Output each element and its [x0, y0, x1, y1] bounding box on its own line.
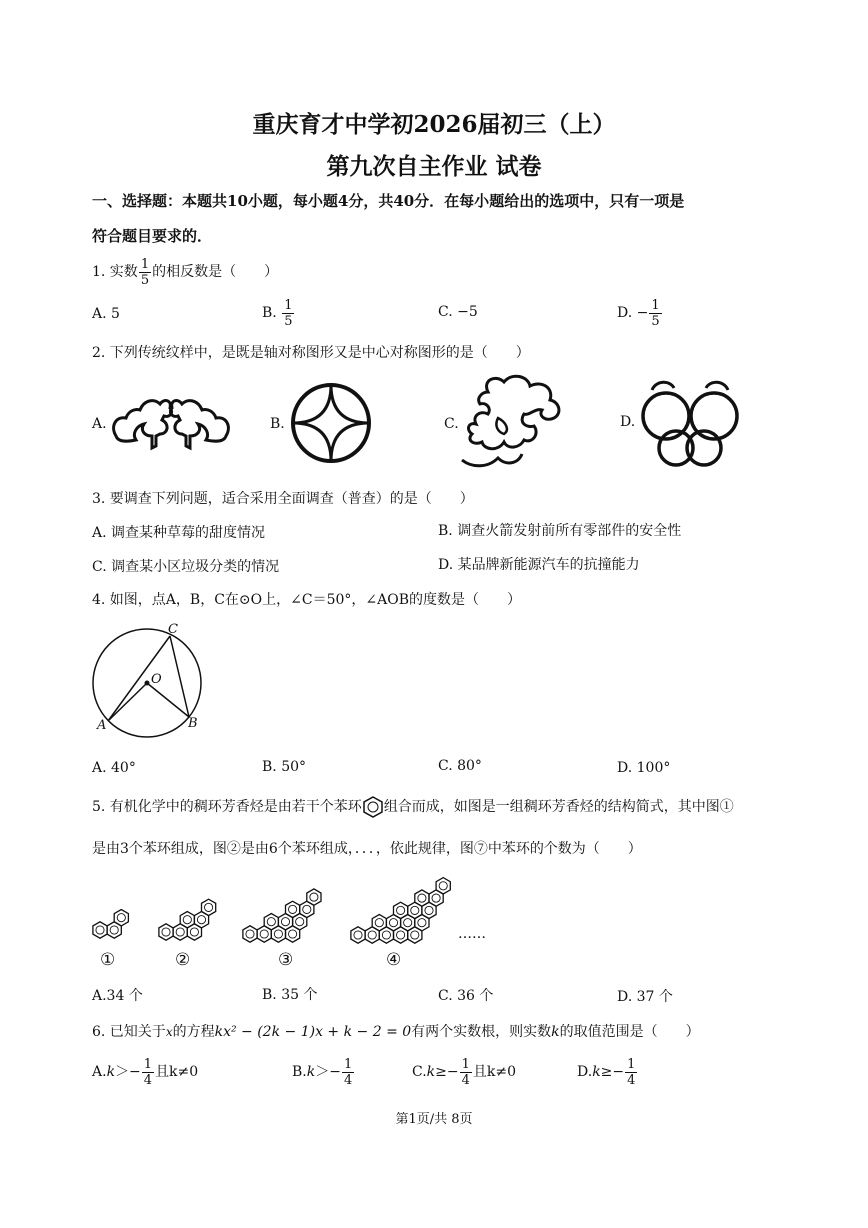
benzene-ring-3-9: [307, 889, 321, 905]
q5-option-b: B. 35 个: [262, 987, 318, 1003]
q1-b-label: B.: [262, 305, 277, 321]
q6-b-fraction: [342, 1058, 354, 1087]
q4-option-b: B. 50°: [262, 759, 307, 775]
question-5-stem-cont: 是由3个苯环组成，图②是由6个苯环组成，．．．，依此规律，图⑦中苯环的个数为（ ）: [92, 841, 642, 857]
benzene-inner-1-2: [117, 914, 125, 922]
q6-d-num: 1: [627, 1056, 636, 1072]
q4-label-o: O: [151, 672, 162, 687]
q6-b-rel: ＞−: [315, 1064, 341, 1080]
benzene-inner-4-9: [397, 906, 405, 914]
benzene-inner-4-1: [368, 931, 376, 939]
benzene-inner-1-0: [96, 926, 104, 934]
benzene-ring-3-4: [264, 914, 278, 930]
benzene-ring-4-9: [394, 902, 408, 918]
benzene-inner-3-0: [246, 930, 254, 938]
q6-d-pre: D.: [577, 1064, 593, 1080]
benzene-ring-3-7: [286, 901, 300, 917]
q5-option-a: A.34 个: [92, 988, 143, 1004]
q5-fig-label-4: ④: [386, 950, 402, 970]
exam-title: 重庆育才中学初2026届初三（上）: [252, 111, 616, 138]
benzene-inner-4-8: [418, 919, 426, 927]
q6-c-pre: C.: [412, 1064, 427, 1080]
q6-a-num: 1: [143, 1056, 153, 1072]
question-6-stem: [92, 1021, 700, 1041]
q6-b-den: 4: [343, 1072, 353, 1088]
section-heading-cont: 符合题目要求的．: [92, 227, 213, 245]
benzene-inner-3-5: [281, 918, 289, 926]
q5-fig-label-3: ③: [278, 950, 294, 970]
q6-d-var: k: [592, 1064, 601, 1080]
q5-ellipsis: ……: [458, 926, 486, 942]
benzene-inner-3-3: [289, 930, 297, 938]
q6-prefix: 6. 已知关于: [92, 1024, 166, 1040]
benzene-inner-3-2: [274, 930, 282, 938]
q6-d-fraction: [625, 1058, 637, 1087]
q6-option-b: [292, 1052, 355, 1092]
q6-equation: kx² − (2k − 1)x + k − 2 = 0: [214, 1024, 412, 1040]
q6-option-d: [577, 1052, 638, 1092]
q1-d-den: 5: [651, 313, 660, 329]
q1-frac-den: 5: [140, 272, 150, 288]
question-2-stem: 2. 下列传统纹样中，是既是轴对称图形又是中心对称图形的是（ ）: [92, 345, 530, 361]
benzene-inner-2-2: [190, 928, 198, 936]
q4-option-a: A. 40°: [92, 760, 136, 776]
benzene-inner-4-2: [382, 931, 390, 939]
q5-stem-part1: 5. 有机化学中的稠环芳香烃是由若干个苯环: [92, 799, 362, 815]
question-4-stem: 4. 如图，点A，B，C在⊙O上，∠C＝50°，∠AOB的度数是（ ）: [92, 592, 521, 608]
benzene-inner-4-10: [411, 906, 419, 914]
q1-option-a: A. 5: [92, 306, 120, 322]
benzene-inner-4-3: [397, 931, 405, 939]
benzene-inner-2-0: [162, 928, 170, 936]
benzene-inner-1-1: [110, 926, 118, 934]
q6-c-post: 且k≠0: [472, 1064, 517, 1080]
q6-b-pre: B.: [292, 1064, 307, 1080]
q6-c-num: 1: [461, 1056, 470, 1072]
q6-var-k: k: [551, 1024, 560, 1040]
benzene-ring-4-14: [436, 878, 450, 894]
benzene-ring-4-12: [415, 890, 429, 906]
q6-a-var: k: [106, 1064, 116, 1080]
benzene-inner-4-13: [432, 894, 440, 902]
benzene-inner-3-6: [296, 918, 304, 926]
q6-c-den: 4: [461, 1072, 470, 1088]
q6-option-c: [412, 1052, 516, 1092]
q6-c-fraction: [460, 1058, 472, 1087]
q1-b-den: 5: [284, 313, 293, 329]
benzene-inner-4-14: [439, 882, 447, 890]
benzene-inner-4-0: [354, 931, 362, 939]
benzene-ring-3-0: [243, 926, 257, 942]
q4-label-c: C: [168, 622, 178, 637]
benzene-ring-4-0: [351, 927, 365, 943]
benzene-inner-2-3: [183, 916, 191, 924]
q6-b-num: 1: [343, 1056, 353, 1072]
benzene-ring-4-5: [372, 915, 386, 931]
q5-option-d: D. 37 个: [617, 989, 673, 1005]
benzene-inner-4-11: [425, 906, 433, 914]
benzene-inner-3-7: [289, 905, 297, 913]
q3-option-a: A. 调查某种草莓的甜度情况: [92, 525, 266, 541]
benzene-inner-4-7: [404, 919, 412, 927]
q6-option-a: [92, 1052, 198, 1092]
q1-frac-num: 1: [140, 256, 150, 272]
q5-fig-label-2: ②: [175, 950, 191, 970]
q2-label-d: D.: [620, 414, 636, 430]
q3-option-b: B. 调查火箭发射前所有零部件的安全性: [438, 523, 682, 539]
q6-var-x: x: [165, 1025, 173, 1039]
q3-option-c: C. 调查某小区垃圾分类的情况: [92, 559, 280, 575]
q4-option-d: D. 100°: [617, 760, 671, 776]
q4-label-b: B: [188, 716, 198, 731]
benzene-inner-4-4: [411, 931, 419, 939]
benzene-ring-1-0: [93, 922, 107, 938]
q1-d-label: D. −: [617, 305, 649, 321]
q4-label-a: A: [97, 718, 107, 733]
benzene-inner-2-4: [197, 916, 205, 924]
q6-suffix: 有两个实数根，则实数: [411, 1024, 552, 1040]
exam-subtitle: 第九次自主作业 试卷: [326, 153, 542, 180]
q6-a-post: 且k≠0: [155, 1064, 199, 1080]
benzene-ring-2-5: [202, 899, 216, 915]
benzene-inner-3-4: [267, 918, 275, 926]
q1-d-num: 1: [651, 297, 660, 313]
q5-stem-part2: 组合而成，如图是一组稠环芳香烃的结构简式，其中图①: [383, 799, 734, 815]
q6-d-den: 4: [627, 1072, 636, 1088]
benzene-inner-2-1: [176, 928, 184, 936]
benzene-inner-3-1: [260, 930, 268, 938]
benzene-inner-3-9: [310, 893, 318, 901]
q6-a-den: 4: [143, 1072, 153, 1088]
q6-a-rel: ＞−: [115, 1064, 141, 1080]
q6-c-var: k: [426, 1064, 436, 1080]
q5-fig-label-1: ①: [100, 950, 116, 970]
q6-c-rel: ≥−: [435, 1064, 459, 1080]
page-number: 第1页/共 8页: [395, 1112, 473, 1127]
q5-option-c: C. 36 个: [438, 988, 494, 1004]
benzene-ring-1-2: [114, 910, 128, 926]
q6-end: 的取值范围是（ ）: [559, 1024, 700, 1040]
q1-suffix: 的相反数是（ ）: [152, 264, 279, 280]
benzene-inner-3-8: [303, 905, 311, 913]
question-3-stem: 3. 要调查下列问题，适合采用全面调查（普查）的是（ ）: [92, 491, 474, 507]
q6-d-rel: ≥−: [600, 1064, 625, 1080]
benzene-inner-4-5: [375, 919, 383, 927]
q1-prefix: 1. 实数: [92, 264, 138, 280]
section-heading: 一、选择题：本题共10小题，每小题4分，共40分．在每小题给出的选项中，只有一项是: [92, 192, 685, 210]
benzene-inner-4-12: [418, 894, 426, 902]
benzene-inner-4-6: [389, 919, 397, 927]
benzene-inner-2-5: [205, 903, 213, 911]
q2-label-a: A.: [92, 416, 107, 432]
q3-option-d: D. 某品牌新能源汽车的抗撞能力: [438, 557, 640, 573]
q2-label-c: C.: [444, 416, 459, 432]
q4-option-c: C. 80°: [438, 758, 482, 774]
q2-label-b: B.: [270, 416, 285, 432]
q6-a-pre: A.: [92, 1064, 107, 1080]
benzene-ring-2-3: [180, 912, 194, 928]
q6-b-var: k: [306, 1064, 316, 1080]
q6-mid: 的方程: [172, 1024, 215, 1040]
q1-b-num: 1: [284, 297, 293, 313]
q1-option-c: C. −5: [438, 304, 478, 320]
q6-a-fraction: [142, 1058, 154, 1087]
benzene-ring-2-0: [159, 924, 173, 940]
